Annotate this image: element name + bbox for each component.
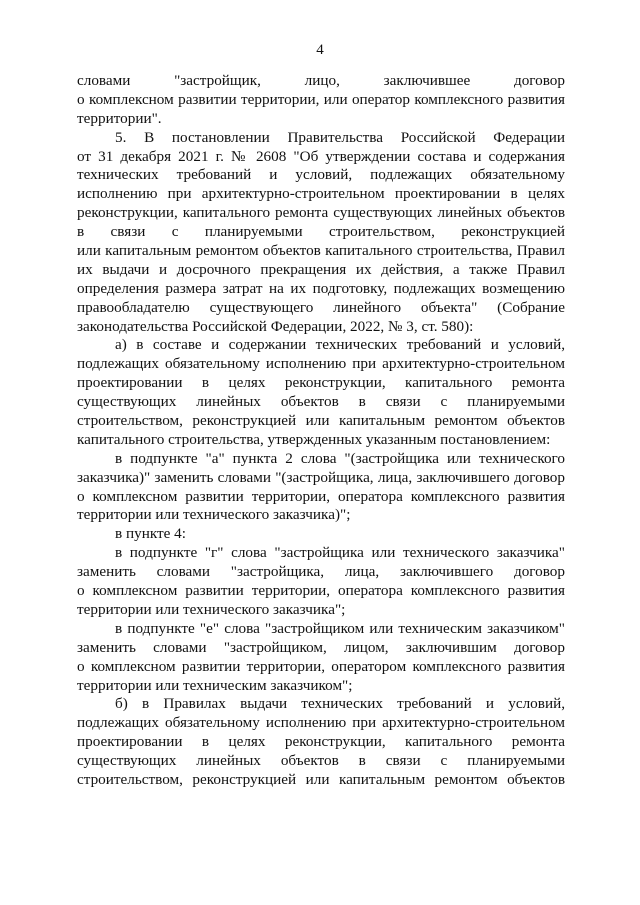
text-line: в подпункте "г" слова "застройщика или технического заказчика" bbox=[115, 544, 565, 562]
text-line: подлежащих обязательному исполнению при архитектурно-строительном bbox=[77, 714, 565, 732]
text-line: их выдачи и досрочного прекращения их действия, а также Правил bbox=[77, 260, 565, 278]
text-line: 5. В постановлении Правительства Российской Федерации bbox=[115, 128, 565, 146]
text-line: существующих линейных объектов в связи с планируемыми bbox=[77, 752, 565, 770]
text-line: определения размера затрат на их подготовку, подлежащих возмещению bbox=[77, 279, 565, 297]
text-line: строительством, реконструкцией или капитальным ремонтом объектов bbox=[77, 770, 565, 788]
text-line: о комплексном развитии территории, или оператор комплексного развития bbox=[77, 90, 565, 108]
text-line: технических требований и условий, подлежащих обязательному bbox=[77, 166, 565, 184]
text-line: территории". bbox=[77, 109, 162, 127]
document-body bbox=[77, 72, 565, 790]
text-line: заменить словами "застройщиком, лицом, заключившим договор bbox=[77, 638, 565, 656]
text-line: в подпункте "а" пункта 2 слова "(застройщика или технического bbox=[115, 449, 565, 467]
text-line: территории или технического заказчика"; bbox=[77, 600, 346, 618]
text-line: законодательства Российской Федерации, 2022, № 3, ст. 580): bbox=[77, 317, 474, 335]
text-line: исполнению при архитектурно-строительном проектировании в целях bbox=[77, 185, 565, 203]
text-line: капитального строительства, утвержденных указанным постановлением: bbox=[77, 430, 551, 448]
text-line: в связи с планируемыми строительством, реконструкцией bbox=[77, 223, 565, 241]
text-line: территории или технического заказчика)"; bbox=[77, 506, 351, 524]
text-line: в подпункте "е" слова "застройщиком или техническим заказчиком" bbox=[115, 619, 565, 637]
text-line: строительством, реконструкцией или капитальным ремонтом объектов bbox=[77, 412, 565, 430]
text-line: территории или техническим заказчиком"; bbox=[77, 676, 353, 694]
text-line: а) в составе и содержании технических требований и условий, bbox=[115, 336, 565, 354]
text-line: заменить словами "застройщика, лица, заключившего договор bbox=[77, 563, 565, 581]
text-line: подлежащих обязательному исполнению при архитектурно-строительном bbox=[77, 355, 565, 373]
text-line: правообладателю существующего линейного объекта" (Собрание bbox=[77, 298, 565, 316]
text-line: в пункте 4: bbox=[115, 525, 186, 543]
text-line: или капитальным ремонтом объектов капитального строительства, Правил bbox=[77, 242, 565, 260]
text-line: о комплексном развитии территории, оператора комплексного развития bbox=[77, 487, 565, 505]
text-line: о комплексном развитии территории, оператора комплексного развития bbox=[77, 582, 565, 600]
text-line: проектировании в целях реконструкции, капитального ремонта bbox=[77, 374, 565, 392]
text-line: проектировании в целях реконструкции, капитального ремонта bbox=[77, 733, 565, 751]
text-line: о комплексном развитии территории, оператором комплексного развития bbox=[77, 657, 565, 675]
page-number: 4 bbox=[316, 42, 324, 58]
text-line: заказчика)" заменить словами "(застройщика, лица, заключившего договор bbox=[77, 468, 565, 486]
text-line: реконструкции, капитального ремонта существующих линейных объектов bbox=[77, 204, 565, 222]
text-line: словами "застройщик, лицо, заключившее договор bbox=[77, 72, 565, 89]
text-line: от 31 декабря 2021 г. № 2608 "Об утверждении состава и содержания bbox=[77, 147, 565, 165]
text-line: б) в Правилах выдачи технических требований и условий, bbox=[115, 695, 565, 713]
text-line: существующих линейных объектов в связи с планируемыми bbox=[77, 393, 565, 411]
